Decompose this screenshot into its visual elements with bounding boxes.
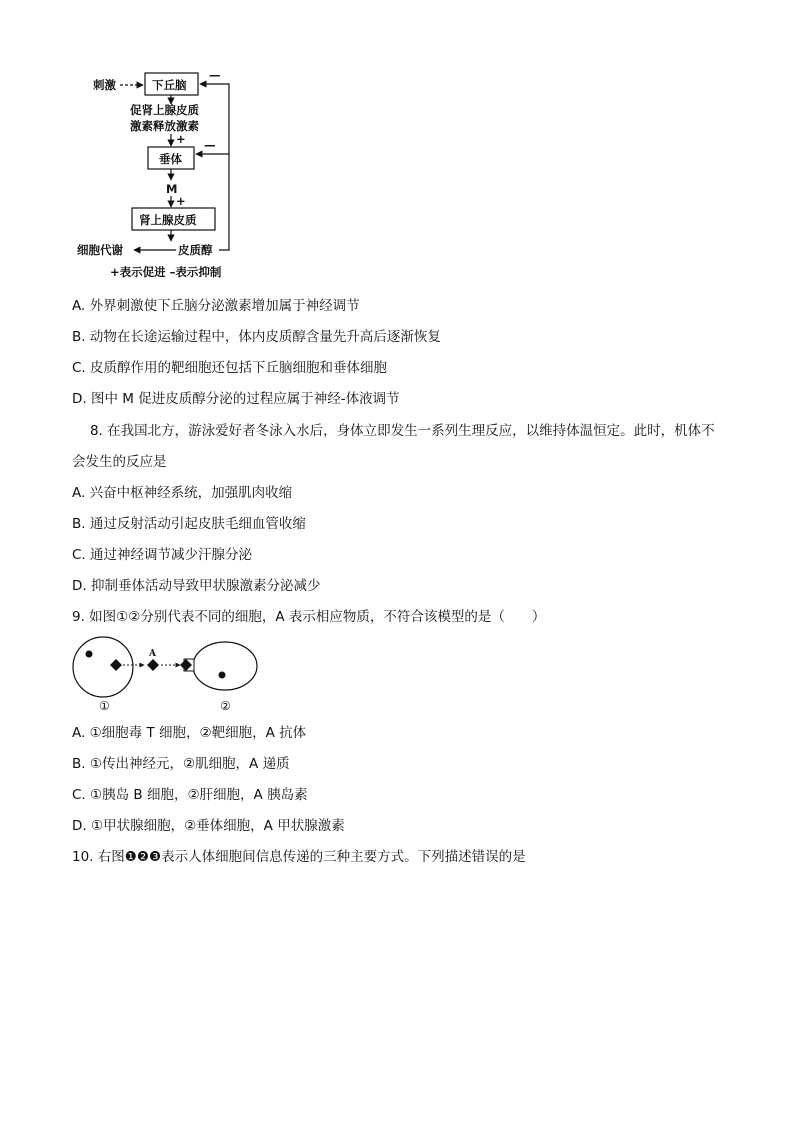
cortisol-label: 皮质醇 <box>178 243 213 257</box>
q9-stem: 9. 如图①②分别代表不同的细胞，A 表示相应物质，不符合该模型的是（ ） <box>72 609 546 625</box>
cell-1-nucleus <box>86 651 93 658</box>
crh-label-line2: 激素释放激素 <box>130 119 199 133</box>
q7-option-c: C. 皮质醇作用的靶细胞还包括下丘脑细胞和垂体细胞 <box>72 360 388 376</box>
cell-2-label: ② <box>220 699 231 713</box>
q8-option-b: B. 通过反射活动引起皮肤毛细血管收缩 <box>72 516 306 532</box>
signal-molecule-a <box>147 659 159 671</box>
cell-1-signal-diamond <box>110 659 122 671</box>
q9-option-c: C. ①胰岛 B 细胞，②肝细胞，A 胰岛素 <box>72 787 308 803</box>
plus-sign-1: + <box>176 132 186 146</box>
minus-sign-2: — <box>204 138 216 152</box>
cell-2 <box>193 642 257 690</box>
crh-label-line1: 促肾上腺皮质 <box>130 103 199 117</box>
signal-label: A <box>149 649 156 659</box>
m-label: M <box>166 182 178 196</box>
hypothalamus-label: 下丘脑 <box>152 78 187 92</box>
q8-stem-line1: 8. 在我国北方，游泳爱好者冬泳入水后，身体立即发生一系列生理反应，以维持体温恒定。此时，机体不 <box>90 423 715 439</box>
pituitary-label: 垂体 <box>159 152 182 166</box>
q9-option-b: B. ①传出神经元，②肌细胞，A 递质 <box>72 756 290 772</box>
q7-option-d: D. 图中 M 促进皮质醇分泌的过程应属于神经-体液调节 <box>72 391 400 407</box>
q8-stem-line2: 会发生的反应是 <box>72 454 167 470</box>
cell-metabolism-label: 细胞代谢 <box>77 243 123 257</box>
cell-1-label: ① <box>99 699 110 713</box>
cell-2-nucleus <box>219 672 226 679</box>
adrenal-cortex-label: 肾上腺皮质 <box>139 213 197 227</box>
q8-option-d: D. 抑制垂体活动导致甲状腺激素分泌减少 <box>72 578 321 594</box>
diagram-legend: +表示促进 –表示抑制 <box>110 265 222 279</box>
q10-stem: 10. 右图❶❷❸表示人体细胞间信息传递的三种主要方式。下列描述错误的是 <box>72 849 526 865</box>
q7-option-a: A. 外界刺激使下丘脑分泌激素增加属于神经调节 <box>72 298 360 314</box>
minus-sign-1: — <box>209 68 221 82</box>
q8-option-c: C. 通过神经调节减少汗腺分泌 <box>72 547 253 563</box>
cell-1 <box>73 637 133 697</box>
plus-sign-2: + <box>176 194 186 208</box>
q7-option-b: B. 动物在长途运输过程中，体内皮质醇含量先升高后逐渐恢复 <box>72 329 441 345</box>
stimulus-label: 刺激 <box>93 78 116 92</box>
q8-option-a: A. 兴奋中枢神经系统，加强肌肉收缩 <box>72 485 293 501</box>
q9-option-a: A. ①细胞毒 T 细胞，②靶细胞，A 抗体 <box>72 725 307 741</box>
q9-option-d: D. ①甲状腺细胞，②垂体细胞，A 甲状腺激素 <box>72 818 345 834</box>
